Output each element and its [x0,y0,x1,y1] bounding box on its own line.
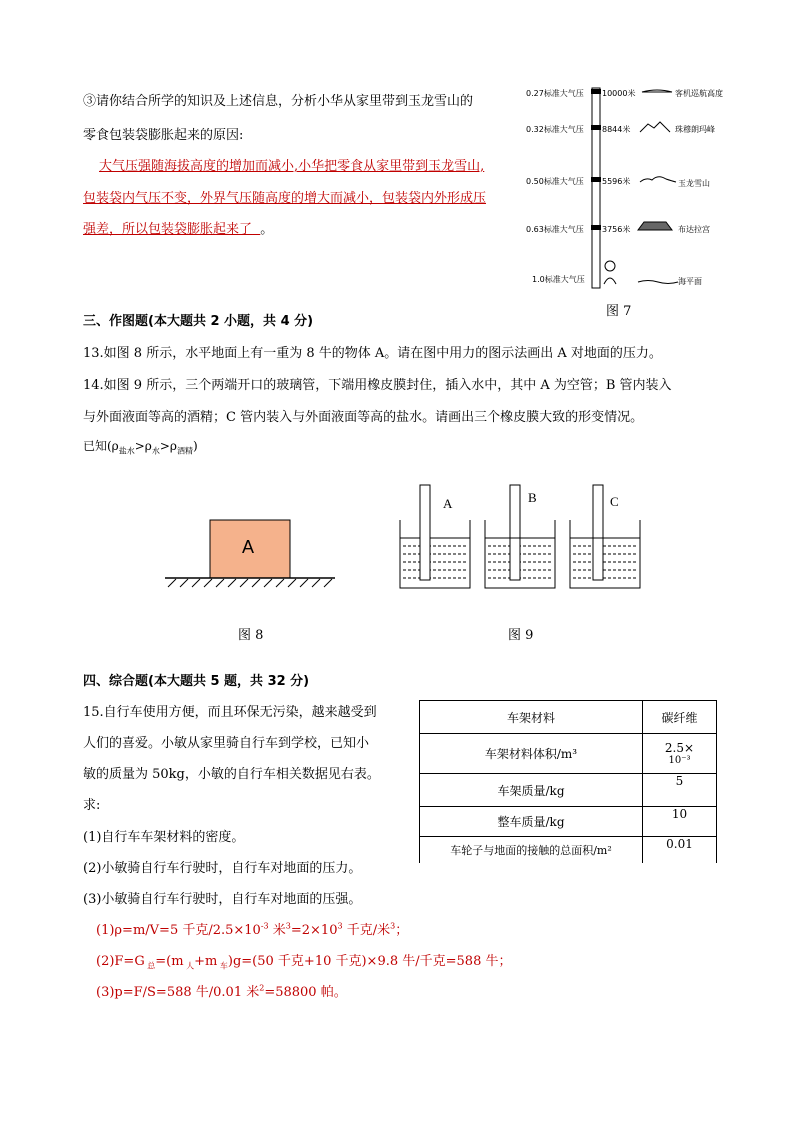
q3-answer-line2: 包装袋内气压不变，外界气压随高度的增大而减小，包装袋内外形成压 [83,191,487,206]
table-header-material: 车架材料 [420,701,643,734]
altitude-diagram [520,80,730,300]
a3-exp1: 2 [259,983,265,993]
height-2: 8844米 [602,125,631,134]
person-head [605,261,615,271]
a1-pre: (1)ρ=m/V=5 千克/2.5×10 [96,923,261,938]
table-row [420,734,717,774]
answer-1 [96,919,408,938]
a1-mid3: 千克/米 [342,923,391,938]
volume-value-part1: 2.5× [664,741,695,755]
place-3: 玉龙雪山 [678,179,710,188]
height-3: 5596米 [602,177,631,186]
row-frame-mass-label: 车架质量/kg [420,774,643,807]
marker-2 [591,125,601,130]
answer-3 [96,981,347,1000]
place-1: 客机巡航高度 [675,89,723,98]
mountain-yulong-icon [640,177,676,182]
table-row [420,807,717,837]
known-prefix: 已知(ρ [83,439,119,453]
row-total-mass-label: 整车质量/kg [420,807,643,837]
section3-heading: 三、作图题(本大题共 2 小题，共 4 分) [83,314,314,329]
known-sub-salt: 盐水 [118,446,135,456]
q3-end-mark: 。 [260,222,274,237]
section4-heading: 四、综合题(本大题共 5 题，共 32 分) [83,674,310,689]
potala-icon [638,222,672,230]
known-suffix: ) [192,439,198,453]
figure-8 [160,515,340,595]
beaker-c [570,485,640,588]
a1-mid: 米 [268,923,286,938]
figure-7 [520,80,730,320]
height-4: 3756米 [602,225,631,234]
known-sub-alcohol: 酒精 [176,446,193,456]
row-volume-label: 车架材料体积/m³ [420,734,643,774]
a1-exp4: 3 [390,921,396,931]
known-sub-water: 水 [151,446,160,456]
tube-label-b: B [528,490,537,505]
row-frame-mass-value: 5 [643,774,717,807]
beaker-a [400,485,470,588]
q15-line1: 15.自行车使用方便，而且环保无污染，越来越受到 [83,705,377,720]
table-header-value: 碳纤维 [643,701,717,734]
sea-level-icon [638,281,678,284]
row-volume-value [643,734,717,774]
fig9-caption: 图 9 [508,628,534,643]
table-row [420,837,717,863]
a1-exp3: 3 [337,921,343,931]
a3-pre: (3)p=F/S=588 牛/0.01 米 [96,985,260,1000]
a2-sub3: 车 [217,961,228,971]
marker-3 [591,177,601,182]
a3-end: =58800 帕。 [264,985,347,1000]
q3-answer-line1: 大气压强随海拔高度的增加而减小,小华把零食从家里带到玉龙雪山, [99,159,485,174]
person-body [604,278,616,284]
plane-icon [642,90,672,92]
block-label: A [242,537,255,557]
pressure-5: 1.0标准大气压 [532,275,585,284]
answer-2 [96,950,511,972]
row-area-value: 0.01 [643,837,717,863]
pressure-4: 0.63标准大气压 [526,225,584,234]
fig7-caption: 图 7 [606,304,632,319]
q15-line3: 敏的质量为 50kg，小敏的自行车相关数据见右表。 [83,767,380,782]
altitude-column [592,88,600,288]
fig8-caption: 图 8 [238,628,264,643]
sub-question-3: (3)小敏骑自行车行驶时，自行车对地面的压强。 [83,892,362,907]
place-5: 海平面 [678,277,702,286]
a2-pre: (2)F=G [96,954,145,969]
bike-data-table [419,700,717,863]
height-1: 10000米 [602,89,636,98]
q3-line2: 零食包装袋膨胀起来的原因: [83,128,244,143]
marker-1 [591,89,601,94]
tube-label-a: A [443,496,453,511]
a2-sub1: 总 [144,961,156,971]
a2-mid: =(m [155,954,184,969]
pressure-1: 0.27标准大气压 [526,89,584,98]
q15-line2: 人们的喜爱。小敏从家里骑自行车到学校，已知小 [83,736,370,751]
q3-line1: ③请你结合所学的知识及上述信息，分析小华从家里带到玉龙雪山的 [83,94,474,109]
mountain-everest-icon [640,122,670,132]
a1-end: ； [395,923,409,938]
q14-line1: 14.如图 9 所示，三个两端开口的玻璃管，下端用橡皮膜封住，插入水中，其中 A 为空管；B 管内装入 [83,378,672,393]
a2-sub2: 人 [183,961,195,971]
volume-value-part2: 10⁻³ [668,755,691,766]
table-row [420,774,717,807]
q15-line4: 求: [83,798,101,813]
pressure-3: 0.50标准大气压 [526,177,584,186]
place-2: 珠穆朗玛峰 [675,125,715,134]
beaker-b [485,485,555,588]
marker-4 [591,225,601,230]
known-mid2: >ρ [159,439,177,453]
known-condition [83,437,198,456]
a2-mid2: +m [194,954,218,969]
tube-label-c: C [610,494,619,509]
place-4: 布达拉宫 [678,225,710,234]
a2-end: )g=(50 千克+10 千克)×9.8 牛/千克=588 牛； [227,954,512,969]
q3-answer-line3-wrap [83,218,273,237]
row-area-label: 车轮子与地面的接触的总面积/m² [420,837,643,863]
q3-answer-line3: 强差，所以包装袋膨胀起来了 [83,222,253,237]
q13-text: 13.如图 8 所示，水平地面上有一重为 8 牛的物体 A。请在图中用力的图示法画出 A 对地面的压力。 [83,346,662,361]
ground-hatching [168,579,332,587]
a1-mid2: =2×10 [290,923,338,938]
a1-exp2: 3 [285,921,291,931]
q14-line2: 与外面液面等高的酒精；C 管内装入与外面液面等高的盐水。请画出三个橡皮膜大致的形变情况。 [83,410,644,425]
known-mid1: >ρ [134,439,152,453]
figure-9 [395,480,665,595]
table-row [420,701,717,734]
sub-question-2: (2)小敏骑自行车行驶时，自行车对地面的压力。 [83,861,362,876]
sub-question-1: (1)自行车车架材料的密度。 [83,830,245,845]
row-total-mass-value: 10 [643,807,717,837]
pressure-2: 0.32标准大气压 [526,125,584,134]
a1-exp1: -3 [260,921,269,931]
